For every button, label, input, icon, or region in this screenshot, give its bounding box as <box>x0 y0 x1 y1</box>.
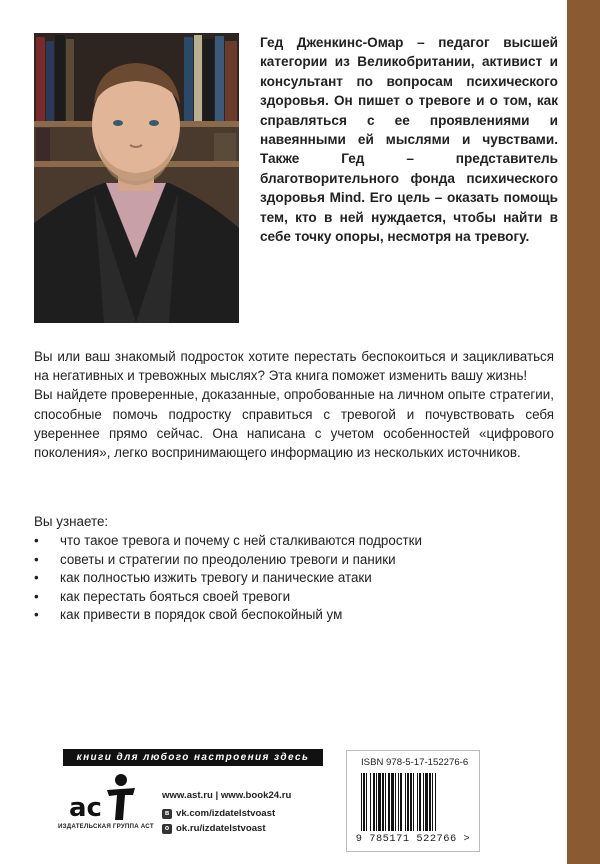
barcode-bar <box>382 773 384 831</box>
barcode-bar <box>366 773 367 831</box>
barcode-bar <box>378 773 381 831</box>
barcode-bar <box>410 773 412 831</box>
author-bio: Гед Дженкинс-Омар – педагог высшей категории из Великобритании, активист и консультант по вопросам психического здоровья. Он пишет о тревоге и о том, как справляться с ее проявлениями и навеянными ей мыслями и чувствами. Также Гед – представитель благотворительного фонда психического здоровья Mind. Его цель – оказать помощь тем, кто в ней нуждается, чтобы найти в себе точку опоры, несмотря на тревогу. <box>260 35 558 245</box>
barcode-bar <box>388 773 390 831</box>
barcode-bar <box>373 773 375 831</box>
social-links <box>162 806 275 836</box>
blurb-paragraph: Вы найдете проверенные, доказанные, опробованные на личном опыте стратегии, способные помочь подростку справиться с тревогой и почувствовать себя увереннее прямо сейчас. Она написана с учетом особенностей «цифрового поколения», легко воспринимающего информацию из нескольких источников. <box>34 387 554 461</box>
blurb-paragraph: Вы или ваш знакомый подросток хотите перестать беспокоиться и зацикливаться на негативных и тревожных мыслях? Эта книга поможет изменить вашу жизнь! <box>34 349 554 384</box>
isbn-label: ISBN 978-5-17-152276-6 <box>361 757 469 768</box>
barcode-bar <box>363 773 365 831</box>
barcode-bar <box>417 773 418 831</box>
barcode-bars <box>361 773 465 831</box>
bullet-icon: • <box>34 607 39 623</box>
list-item: • как перестать бояться своей тревоги <box>34 588 422 607</box>
author-photo <box>34 33 239 323</box>
bullet-icon: • <box>34 533 39 548</box>
slogan-bar: книги для любого настроения здесь <box>63 749 323 766</box>
ok-link[interactable]: о ok.ru/izdatelstvoast <box>162 821 275 836</box>
list-item: • что такое тревога и почему с ней сталкиваются подростки <box>34 532 422 551</box>
book-blurb <box>34 347 554 462</box>
barcode-bar <box>370 773 371 831</box>
barcode-bar <box>405 773 406 831</box>
bullet-icon: • <box>34 551 39 567</box>
barcode-bar <box>385 773 386 831</box>
barcode-bar <box>361 773 362 831</box>
list-item: • советы и стратегии по преодолению тревоги и паники <box>34 551 422 570</box>
barcode-bar <box>413 773 414 831</box>
book-spine <box>567 0 600 864</box>
barcode-bar <box>423 773 424 831</box>
barcode-bar <box>395 773 396 831</box>
publisher-websites[interactable]: www.ast.ru | www.book24.ru <box>162 790 292 801</box>
vk-link[interactable]: в vk.com/izdatelstvoast <box>162 806 275 821</box>
barcode-bar <box>398 773 399 831</box>
vk-icon: в <box>162 809 172 819</box>
barcode <box>346 750 480 852</box>
barcode-bar <box>407 773 409 831</box>
barcode-bar <box>376 773 377 831</box>
barcode-bar <box>400 773 402 831</box>
barcode-bar <box>391 773 394 831</box>
barcode-bar <box>432 773 433 831</box>
barcode-bar <box>429 773 431 831</box>
svg-text:ас: ас <box>69 793 102 822</box>
barcode-bar <box>435 773 436 831</box>
odnoklassniki-icon: о <box>162 824 172 834</box>
barcode-bar <box>425 773 428 831</box>
list-item: • как полностью изжить тревогу и панические атаки <box>34 569 422 588</box>
list-item: • как привести в порядок свой беспокойный ум <box>34 606 422 625</box>
barcode-bar <box>419 773 421 831</box>
bullet-icon: • <box>34 588 39 604</box>
learn-heading: Вы узнаете: <box>34 514 109 529</box>
bullet-icon: • <box>34 570 39 586</box>
barcode-digits: 9 785171 522766 > <box>355 833 471 845</box>
publisher-name: ИЗДАТЕЛЬСКАЯ ГРУППА АСТ <box>58 823 154 830</box>
learn-list <box>34 532 422 625</box>
